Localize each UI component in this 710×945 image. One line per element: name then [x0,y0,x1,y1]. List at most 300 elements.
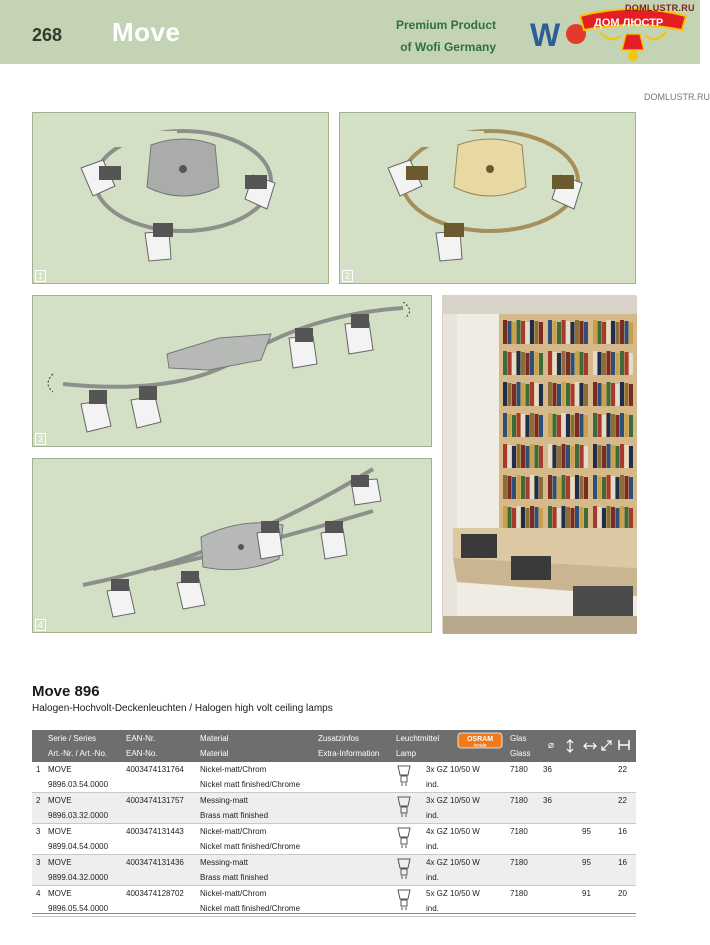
header-series: Serie / Series [48,734,97,743]
book [611,414,615,437]
side-url: DOMLUSTR.RU [644,92,710,102]
logo-text: ДОМ ЛЮСТР [594,17,664,29]
book [584,477,588,499]
diameter-icon: ⌀ [548,740,555,751]
book [539,322,543,344]
header-lamp-en: Lamp [396,749,417,758]
book [530,506,534,530]
book [566,476,570,499]
book [611,445,615,468]
book [584,322,588,344]
book [616,477,620,499]
book [557,353,561,375]
book [629,384,633,406]
book [571,415,575,437]
book [602,353,606,375]
book [508,352,512,375]
book [562,475,566,499]
book [607,475,611,499]
book [512,477,516,499]
book [535,507,539,530]
book [553,507,557,530]
row-art-no: 9899.04.54.0000 [48,842,109,851]
product-subtitle: Halogen-Hochvolt-Deckenleuchten / Halogen high volt ceiling lamps [32,703,333,714]
book [526,322,530,344]
row-lamp: 4x GZ 10/50 W [426,827,480,836]
diagonal-width-icon [600,739,613,752]
book [611,383,615,406]
row-width: 95 [582,827,591,836]
book [548,475,552,499]
bulb-icon [397,889,411,911]
book [566,414,570,437]
table-row [32,855,636,886]
book [512,353,516,375]
book [539,477,543,499]
row-width: 91 [582,889,591,898]
book [530,382,534,406]
book [553,414,557,437]
book [562,444,566,468]
row-material-de: Messing-matt [200,796,249,805]
book [571,322,575,344]
book [526,415,530,437]
book [616,508,620,530]
book [625,414,629,437]
book [580,414,584,437]
row-series: MOVE [48,765,72,774]
book [530,475,534,499]
book [503,506,507,530]
book [535,414,539,437]
watermark-url: DOMLUSTR.RU [625,3,695,13]
book [629,477,633,499]
row-ean: 4003474131764 [126,765,184,774]
spec-table-header [32,730,636,762]
book [625,476,629,499]
book [611,476,615,499]
bulb-icon [397,765,411,787]
header-extra-en: Extra-Information [318,749,380,758]
row-lamp: 5x GZ 10/50 W [426,889,480,898]
book [616,353,620,375]
book [607,506,611,530]
book [620,351,624,375]
product-title: Move 896 [32,683,100,700]
row-diameter: 36 [543,796,552,805]
bulb-icon [397,858,411,880]
ceiling-height-icon [618,739,630,751]
book [566,352,570,375]
book [548,382,552,406]
book [584,446,588,468]
book [539,446,543,468]
row-material-de: Nickel-matt/Chrom [200,827,267,836]
book [521,352,525,375]
book [503,475,507,499]
row-material-en: Brass matt finished [200,873,269,882]
lamp-round-brass-image [340,113,637,285]
book [517,506,521,530]
book [539,353,543,375]
row-ean: 4003474131436 [126,858,184,867]
book [548,444,552,468]
header-ean-en: EAN-No. [126,749,158,758]
book [517,320,521,344]
book [625,383,629,406]
row-number: 3 [36,827,41,836]
book [593,351,597,375]
book [625,507,629,530]
book [557,415,561,437]
book [602,508,606,530]
book [580,445,584,468]
row-ean: 4003474131443 [126,827,184,836]
row-number: 1 [36,765,41,774]
row-material-en: Brass matt finished [200,811,269,820]
book [566,445,570,468]
table-bottom-rule [32,913,636,914]
book [521,321,525,344]
row-material-en: Nickel matt finished/Chrome [200,780,301,789]
row-lamp: 4x GZ 10/50 W [426,858,480,867]
book [521,507,525,530]
book [602,477,606,499]
book [593,475,597,499]
book [571,508,575,530]
book [508,414,512,437]
book [571,384,575,406]
book [557,446,561,468]
room-photo-bookshelf [442,295,636,633]
book [602,384,606,406]
row-height: 20 [618,889,627,898]
book [548,506,552,530]
book [512,508,516,530]
row-series: MOVE [48,889,72,898]
header-material-en: Material [200,749,229,758]
book [580,321,584,344]
product-photo-2 [339,112,636,284]
book [508,507,512,530]
row-material-en: Nickel matt finished/Chrome [200,904,301,913]
book [521,476,525,499]
bulb-icon [397,796,411,818]
book [535,445,539,468]
book [530,413,534,437]
row-lamp-note: ind. [426,780,439,789]
row-material-de: Nickel-matt/Chrom [200,889,267,898]
book [580,383,584,406]
book [526,446,530,468]
book [508,445,512,468]
row-material-de: Messing-matt [200,858,249,867]
bookshelf-image [443,296,637,634]
book [580,352,584,375]
book [616,446,620,468]
row-height: 22 [618,765,627,774]
book [530,444,534,468]
row-lamp-note: ind. [426,842,439,851]
book [512,322,516,344]
book [539,384,543,406]
book [611,352,615,375]
book [602,322,606,344]
book [539,508,543,530]
header-glass-en: Glass [510,749,531,758]
page-number: 268 [32,25,63,45]
row-art-no: 9896.03.32.0000 [48,811,109,820]
table-row [32,793,636,824]
row-material-en: Nickel matt finished/Chrome [200,842,301,851]
table-row [32,824,636,855]
book [584,353,588,375]
book [611,321,615,344]
panel-number: 2 [342,270,353,282]
book [625,352,629,375]
book [607,351,611,375]
book [620,506,624,530]
book [553,476,557,499]
lamp-curved-bar-image [33,296,433,448]
row-height: 22 [618,796,627,805]
book [526,384,530,406]
book [535,476,539,499]
book [553,321,557,344]
book [530,351,534,375]
book [607,382,611,406]
book [535,321,539,344]
book [557,384,561,406]
row-number: 2 [36,796,41,805]
book [629,353,633,375]
header-material: Material [200,734,229,743]
book [566,321,570,344]
osram-inside-badge [457,732,503,749]
book [584,415,588,437]
osram-brand: OSRAM [466,736,494,743]
header-ean: EAN-Nr. [126,734,156,743]
premium-line-2: of Wofi Germany [400,40,496,54]
product-photo-1 [32,112,329,284]
book [553,352,557,375]
book [598,352,602,375]
row-glass: 7180 [510,858,528,867]
osram-inside: inside [473,743,487,749]
book [557,477,561,499]
book [620,320,624,344]
book [616,415,620,437]
header-glass: Glas [510,734,527,743]
book [557,322,561,344]
book [620,413,624,437]
book [629,322,633,344]
book [508,383,512,406]
book [598,321,602,344]
row-diameter: 36 [543,765,552,774]
row-width: 95 [582,858,591,867]
book [526,353,530,375]
book [620,475,624,499]
row-art-no: 9899.04.32.0000 [48,873,109,882]
book [593,320,597,344]
book [575,351,579,375]
book [512,446,516,468]
book [535,352,539,375]
book [562,382,566,406]
book [593,444,597,468]
row-series: MOVE [48,796,72,805]
book [539,415,543,437]
book [598,476,602,499]
series-title: Move [112,17,181,47]
panel-number: 1 [35,270,46,282]
book [629,415,633,437]
book [521,414,525,437]
header-lamp: Leuchtmittel [396,734,440,743]
bulb-icon [397,827,411,849]
book [598,383,602,406]
premium-line-1: Premium Product [395,18,496,32]
lamp-round-nickel-image [33,113,330,285]
book [508,476,512,499]
height-icon [566,739,574,753]
book [607,413,611,437]
header-extra: Zusatzinfos [318,734,359,743]
row-lamp-note: ind. [426,873,439,882]
book [517,444,521,468]
row-number: 3 [36,858,41,867]
book [593,413,597,437]
book [562,506,566,530]
book [571,353,575,375]
book [566,383,570,406]
book [593,382,597,406]
book [620,382,624,406]
row-lamp-note: ind. [426,811,439,820]
product-photo-4 [32,458,432,633]
row-glass: 7180 [510,827,528,836]
book [629,446,633,468]
row-material-de: Nickel-matt/Chrom [200,765,267,774]
book [620,444,624,468]
book [575,413,579,437]
row-height: 16 [618,858,627,867]
lamp-double-bar-image [33,459,433,634]
book [548,351,552,375]
book [607,320,611,344]
table-row [32,762,636,793]
book [607,444,611,468]
book [503,444,507,468]
row-lamp: 3x GZ 10/50 W [426,796,480,805]
row-glass: 7180 [510,889,528,898]
panel-number: 4 [35,619,46,631]
row-glass: 7180 [510,765,528,774]
book [598,507,602,530]
book [503,320,507,344]
book [535,383,539,406]
book [526,508,530,530]
premium-product-label [372,14,496,58]
length-icon [583,739,597,753]
book [517,475,521,499]
book [575,475,579,499]
book [575,506,579,530]
row-lamp-note: ind. [426,904,439,913]
book [575,382,579,406]
book [616,384,620,406]
book [503,382,507,406]
book [553,445,557,468]
book [598,414,602,437]
book [526,477,530,499]
book [566,507,570,530]
book [503,351,507,375]
product-photo-3 [32,295,432,447]
book [584,508,588,530]
book [571,477,575,499]
book [548,413,552,437]
book [521,445,525,468]
book [580,507,584,530]
book [548,320,552,344]
book [625,321,629,344]
book [571,446,575,468]
book [517,382,521,406]
book [553,383,557,406]
row-art-no: 9896.03.54.0000 [48,780,109,789]
row-series: MOVE [48,858,72,867]
book [562,320,566,344]
panel-number: 3 [35,433,46,445]
book [584,384,588,406]
book [575,320,579,344]
book [521,383,525,406]
svg-text:W: W [530,17,561,53]
row-lamp: 3x GZ 10/50 W [426,765,480,774]
book [625,445,629,468]
book [508,321,512,344]
book [562,351,566,375]
book [512,384,516,406]
book [517,413,521,437]
book [530,320,534,344]
row-glass: 7180 [510,796,528,805]
book [598,445,602,468]
book [580,476,584,499]
row-ean: 4003474128702 [126,889,184,898]
book [593,506,597,530]
book [611,507,615,530]
book [575,444,579,468]
domlustr-logo [570,6,696,66]
book [629,508,633,530]
book [602,415,606,437]
book [562,413,566,437]
row-art-no: 9896.05.54.0000 [48,904,109,913]
row-series: MOVE [48,827,72,836]
book [517,351,521,375]
book [503,413,507,437]
header-art-no: Art.-Nr. / Art.-No. [48,749,108,758]
row-height: 16 [618,827,627,836]
book [602,446,606,468]
book [512,415,516,437]
book [616,322,620,344]
book [557,508,561,530]
row-ean: 4003474131757 [126,796,184,805]
